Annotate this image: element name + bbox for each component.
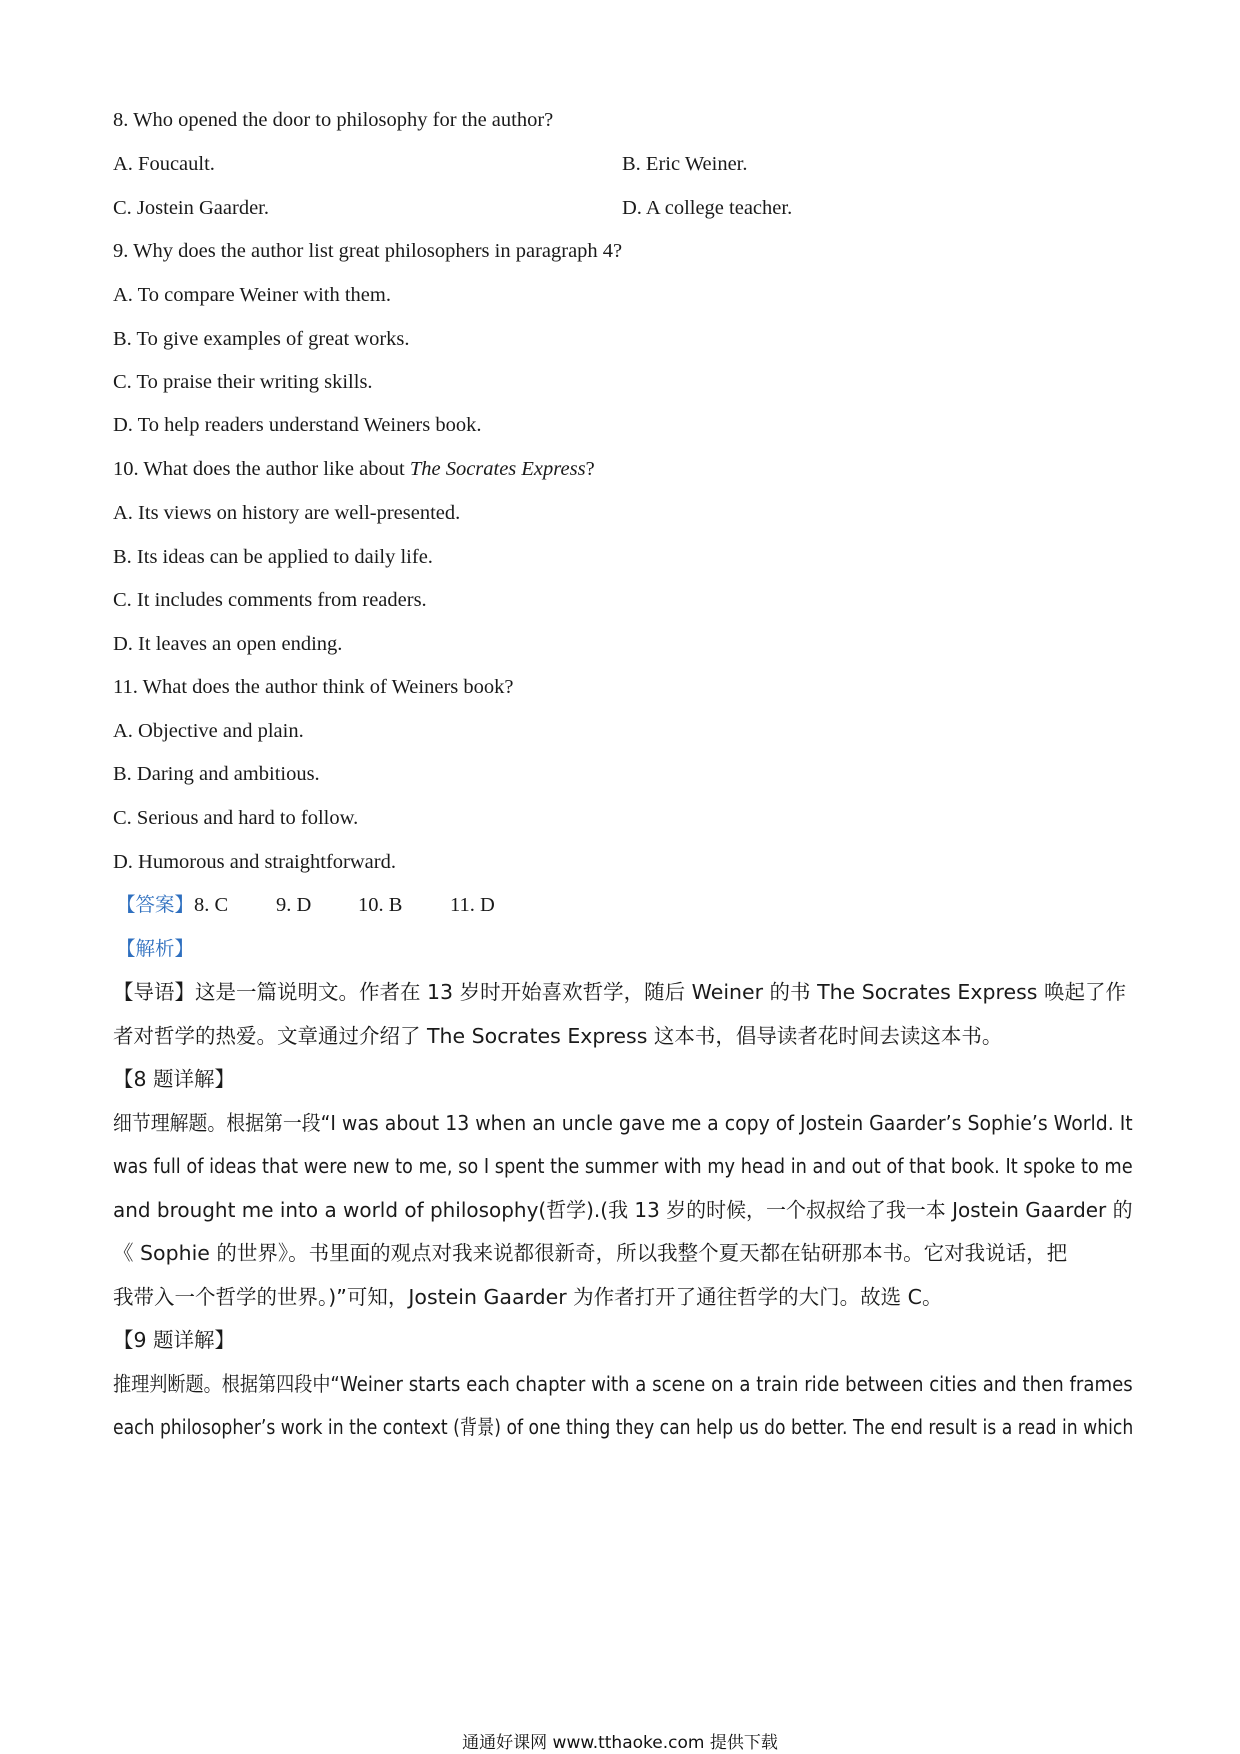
q11-option-d: D. Humorous and straightforward. — [113, 851, 396, 873]
answer-item: 11. D — [450, 894, 495, 916]
q8-option-c: C. Jostein Gaarder. — [113, 197, 269, 219]
answer-row — [116, 891, 495, 919]
answer-label: 【答案】 — [116, 893, 195, 916]
q10-option-a: A. Its views on history are well-presented. — [113, 502, 461, 524]
q9-stem: 9. Why does the author list great philosophers in paragraph 4? — [113, 240, 623, 262]
q11-stem: 11. What does the author think of Weiners book? — [113, 676, 514, 698]
q10-option-d: D. It leaves an open ending. — [113, 633, 343, 655]
footer-watermark: 通通好课网 www.tthaoke.com 提供下载 — [462, 1733, 778, 1753]
answer-item: 10. B — [358, 894, 403, 916]
q11-option-c: C. Serious and hard to follow. — [113, 807, 359, 829]
q8-detail-line: 我带入一个哲学的世界。)”可知，Jostein Gaarder 为作者打开了通往哲学的大门。故选 C。 — [113, 1285, 943, 1309]
q9-detail-heading: 【9 题详解】 — [113, 1328, 236, 1352]
q9-option-a: A. To compare Weiner with them. — [113, 284, 391, 306]
book-title: The Socrates Express — [409, 458, 586, 480]
intro-line: 者对哲学的热爱。文章通过介绍了 The Socrates Express 这本书，倡导读者花时间去读这本书。 — [113, 1024, 1003, 1048]
q9-option-b: B. To give examples of great works. — [113, 328, 410, 350]
q8-option-d: D. A college teacher. — [622, 197, 793, 219]
q10-stem: 10. What does the author like about The Socrates Express? — [113, 458, 595, 480]
q8-detail-line: 《 Sophie 的世界》。书里面的观点对我来说都很新奇，所以我整个夏天都在钻研那本书。它对我说话，把 — [113, 1241, 1068, 1265]
q11-option-a: A. Objective and plain. — [113, 720, 304, 742]
q9-detail-line: each philosopher’s work in the context (背景) of one thing they can help us do better. The end result is a read in which — [113, 1415, 1134, 1439]
q10-option-c: C. It includes comments from readers. — [113, 589, 427, 611]
q8-detail-line: and brought me into a world of philosophy(哲学).(我 13 岁的时候，一个叔叔给了我一本 Jostein Gaarder 的 — [113, 1198, 1133, 1222]
q8-detail-line: was full of ideas that were new to me, so I spent the summer with my head in and out of that book. It spoke to me — [113, 1154, 1133, 1178]
intro-line: 【导语】这是一篇说明文。作者在 13 岁时开始喜欢哲学，随后 Weiner 的书 The Socrates Express 唤起了作 — [113, 980, 1126, 1004]
q8-detail-heading: 【8 题详解】 — [113, 1067, 236, 1091]
q8-option-b: B. Eric Weiner. — [622, 153, 748, 175]
q8-stem: 8. Who opened the door to philosophy for the author? — [113, 109, 554, 131]
q10-option-b: B. Its ideas can be applied to daily life. — [113, 546, 433, 568]
analysis-label: 【解析】 — [116, 937, 195, 960]
q8-detail-line: 细节理解题。根据第一段“I was about 13 when an uncle gave me a copy of Jostein Gaarder’s Sophie’s World. It — [113, 1111, 1133, 1135]
q9-detail-line: 推理判断题。根据第四段中“Weiner starts each chapter with a scene on a train ride between cities and then frames — [113, 1372, 1133, 1396]
q11-option-b: B. Daring and ambitious. — [113, 763, 320, 785]
q9-option-c: C. To praise their writing skills. — [113, 371, 373, 393]
q8-option-a: A. Foucault. — [113, 153, 215, 175]
answer-item: 9. D — [276, 894, 312, 916]
q9-option-d: D. To help readers understand Weiners book. — [113, 414, 482, 436]
answer-item: 8. C — [194, 894, 229, 916]
